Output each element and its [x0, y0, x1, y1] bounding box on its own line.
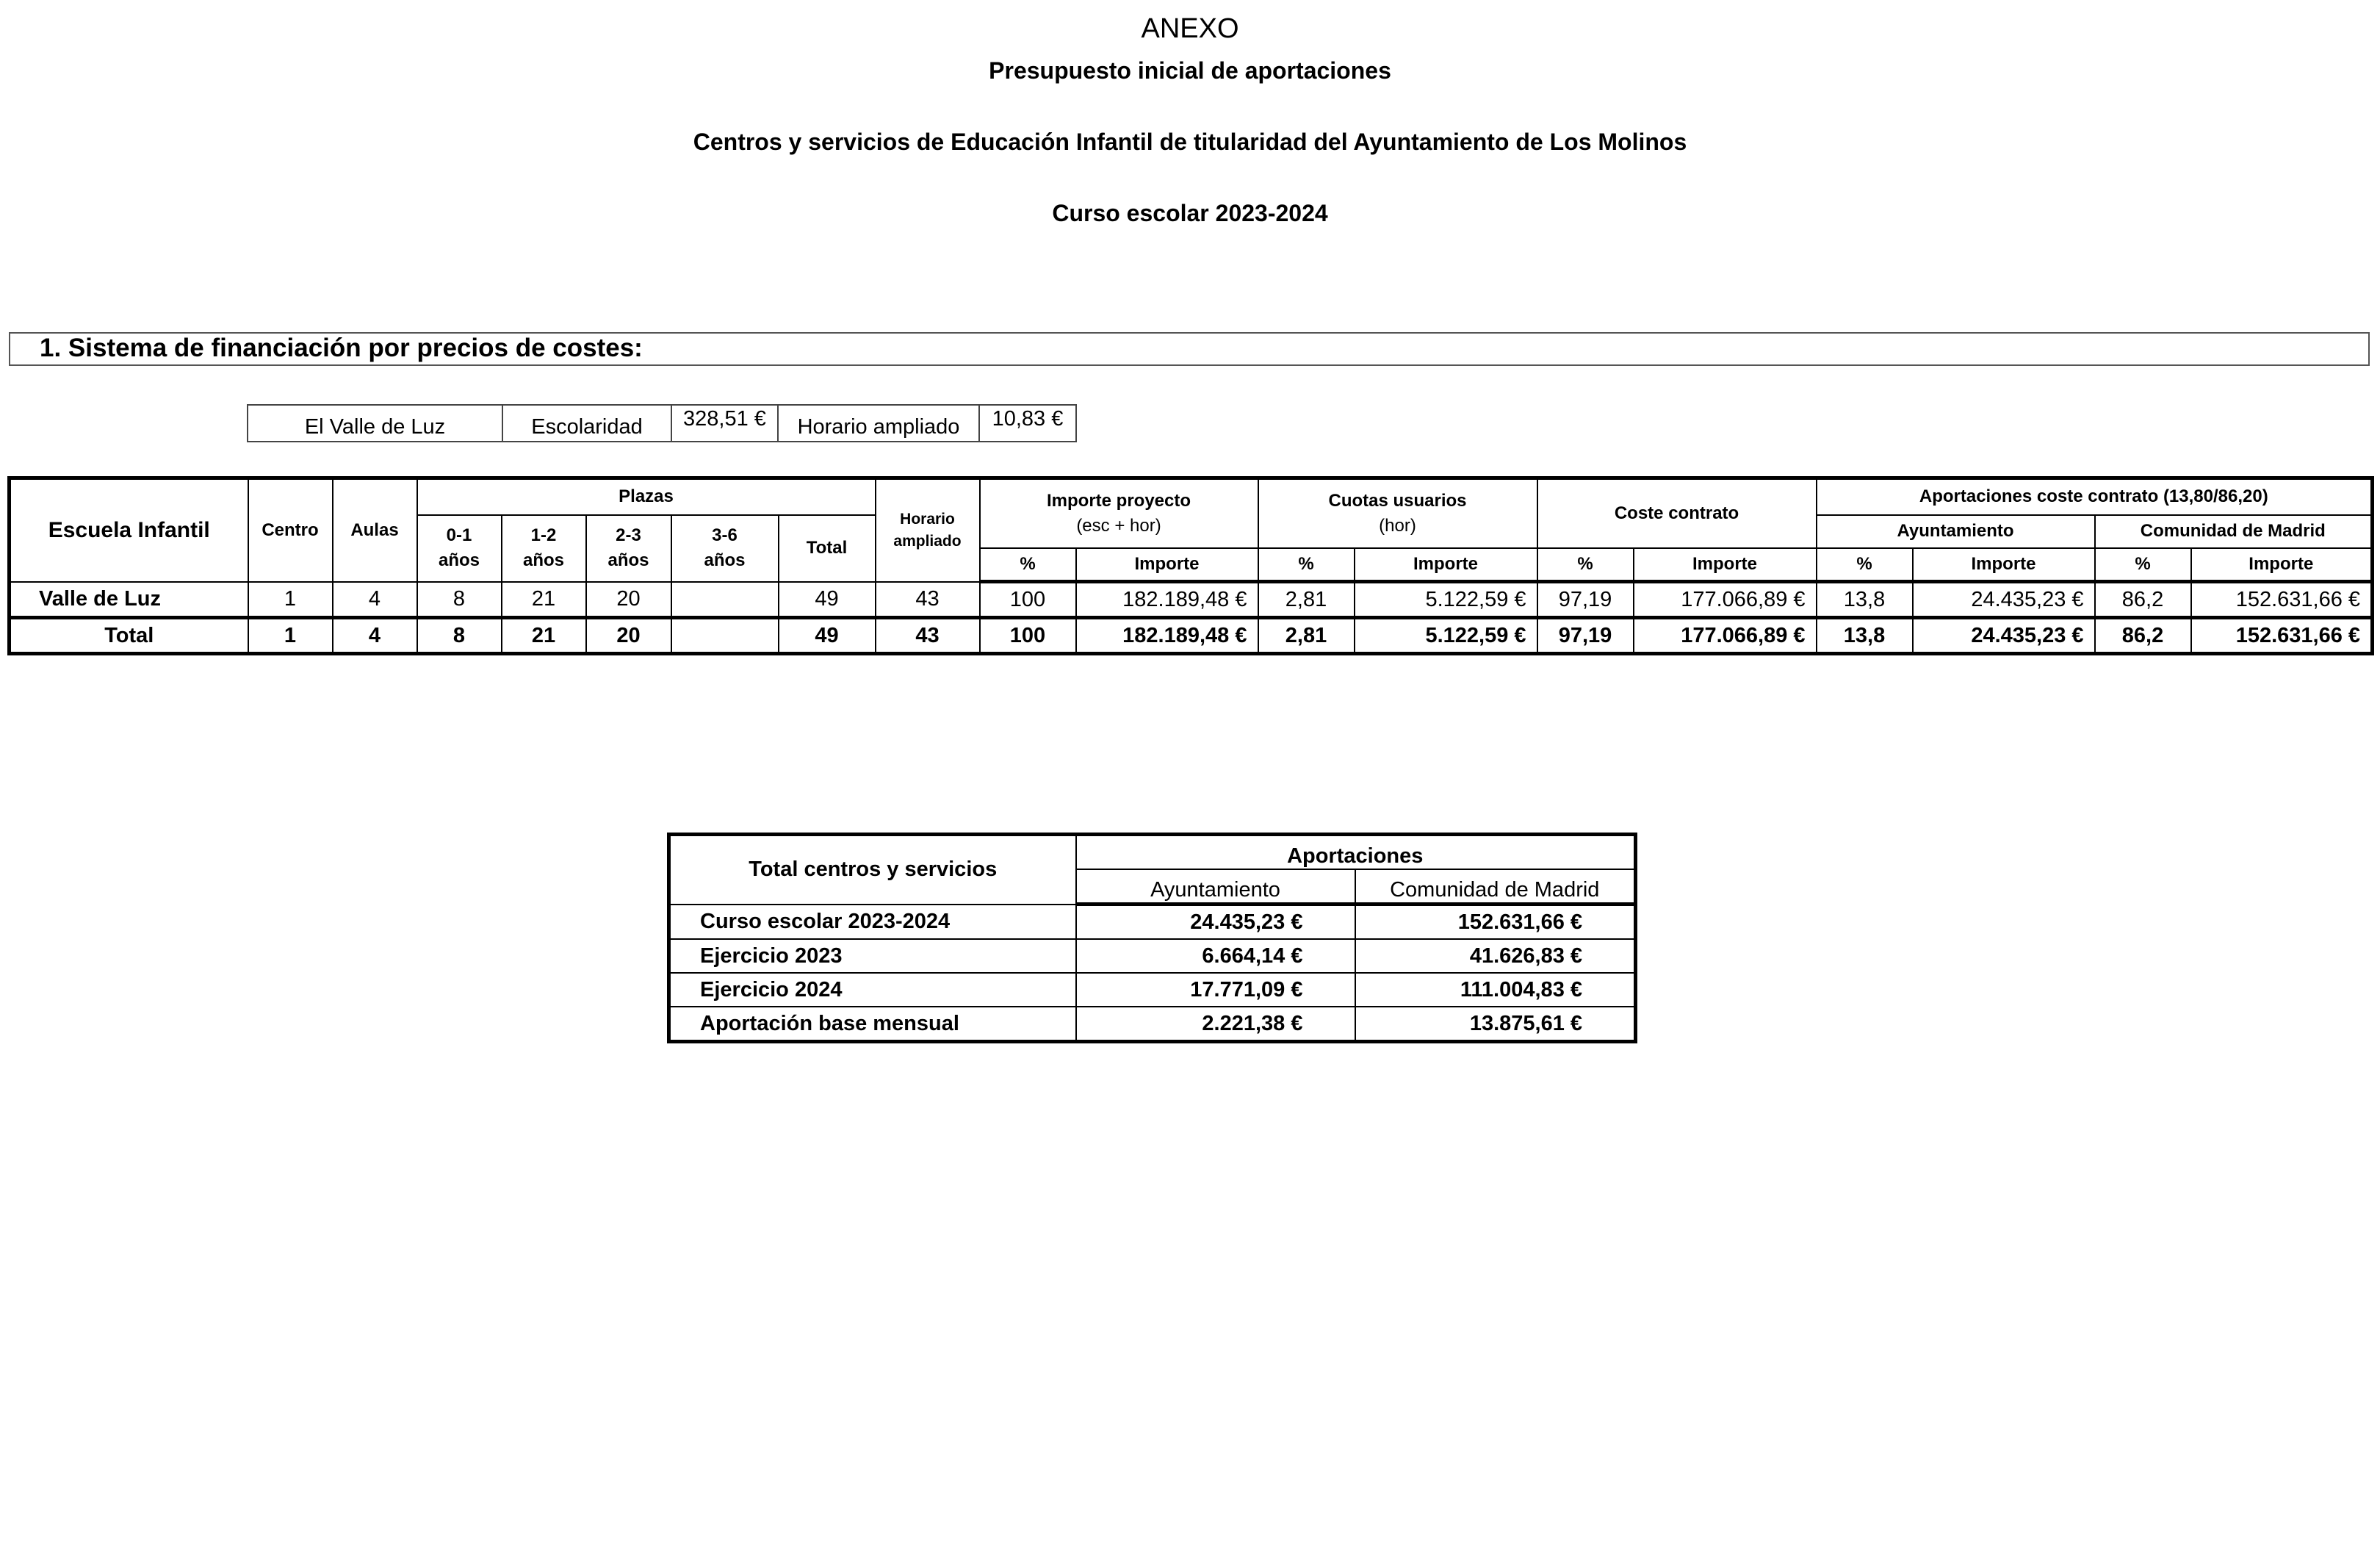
- rates-school: El Valle de Luz: [248, 405, 502, 442]
- header-council-amt: Importe: [1913, 548, 2095, 582]
- header-age-0-1: [417, 515, 502, 582]
- header-age-0-1-range: 0-1: [446, 525, 472, 545]
- summary-label-header: Total centros y servicios: [669, 835, 1076, 905]
- summary-row-label: Ejercicio 2024: [669, 973, 1076, 1007]
- total-label: Total: [10, 618, 248, 654]
- header-cost-pct: %: [1537, 548, 1634, 582]
- header-community-amt: Importe: [2191, 548, 2373, 582]
- header-center: Centro: [248, 478, 333, 582]
- header-community: Comunidad de Madrid: [2095, 515, 2373, 548]
- row-extended: 43: [876, 582, 980, 618]
- header-extended: [876, 478, 980, 582]
- section-1-title: 1. Sistema de financiación por precios de costes:: [40, 334, 643, 362]
- header-age-1-2-years: años: [522, 550, 564, 570]
- header-age-1-2: [502, 515, 586, 582]
- row-classrooms: 4: [333, 582, 417, 618]
- rates-schooling-label: Escolaridad: [502, 405, 671, 442]
- header-fees-amt: Importe: [1355, 548, 1537, 582]
- total-council-pct: 13,8: [1817, 618, 1913, 654]
- row-p36: [671, 582, 779, 618]
- summary-row-council: 2.221,38 €: [1076, 1007, 1355, 1042]
- row-p23: 20: [586, 582, 671, 618]
- row-community-amt: 152.631,66 €: [2191, 582, 2373, 618]
- total-community-pct: 86,2: [2095, 618, 2191, 654]
- row-fees-pct: 2,81: [1258, 582, 1355, 618]
- header-user-fees-label: Cuotas usuarios: [1328, 490, 1467, 511]
- document-subtitle: Presupuesto inicial de aportaciones: [989, 57, 1391, 84]
- row-council-amt: 24.435,23 €: [1913, 582, 2095, 618]
- header-user-fees-sub: (hor): [1379, 515, 1416, 536]
- total-fees-amt: 5.122,59 €: [1355, 618, 1537, 654]
- total-classrooms: 4: [333, 618, 417, 654]
- row-center: 1: [248, 582, 333, 618]
- row-council-pct: 13,8: [1817, 582, 1913, 618]
- header-age-3-6-range: 3-6: [712, 525, 738, 545]
- header-age-2-3: [586, 515, 671, 582]
- summary-row: [669, 1007, 1636, 1042]
- row-proj-amt: 182.189,48 €: [1076, 582, 1258, 618]
- header-classrooms: Aulas: [333, 478, 417, 582]
- header-contract-cost: Coste contrato: [1537, 478, 1817, 548]
- total-fees-pct: 2,81: [1258, 618, 1355, 654]
- summary-row-council: 6.664,14 €: [1076, 939, 1355, 973]
- table-total-row: [10, 618, 2373, 654]
- total-p36: [671, 618, 779, 654]
- total-proj-amt: 182.189,48 €: [1076, 618, 1258, 654]
- header-extended-line2: ampliado: [893, 532, 962, 550]
- header-age-3-6: [671, 515, 779, 582]
- summary-row: [669, 939, 1636, 973]
- row-community-pct: 86,2: [2095, 582, 2191, 618]
- total-cost-pct: 97,19: [1537, 618, 1634, 654]
- summary-row-label: Aportación base mensual: [669, 1007, 1076, 1042]
- header-age-2-3-range: 2-3: [616, 525, 641, 545]
- total-p01: 8: [417, 618, 502, 654]
- header-fees-pct: %: [1258, 548, 1355, 582]
- total-proj-pct: 100: [980, 618, 1076, 654]
- row-cost-amt: 177.066,89 €: [1634, 582, 1817, 618]
- row-p12: 21: [502, 582, 586, 618]
- total-extended: 43: [876, 618, 980, 654]
- centers-title: Centros y servicios de Educación Infantil de titularidad del Ayuntamiento de Los Molinos: [693, 129, 1687, 155]
- header-age-3-6-years: años: [704, 550, 746, 570]
- summary-council-header: Ayuntamiento: [1076, 869, 1355, 905]
- summary-row: [669, 973, 1636, 1007]
- section-1-header: [9, 332, 2370, 366]
- rates-extended-label: Horario ampliado: [778, 405, 979, 442]
- header-project-amount-label: Importe proyecto: [1046, 490, 1191, 511]
- header-community-pct: %: [2095, 548, 2191, 582]
- header-project-amount: [980, 478, 1258, 548]
- row-school: Valle de Luz: [10, 582, 248, 618]
- main-financing-table: [7, 476, 2374, 655]
- header-age-0-1-years: años: [438, 550, 480, 570]
- rates-extended-value: 10,83 €: [979, 405, 1076, 442]
- header-places: Plazas: [417, 478, 876, 515]
- total-p12: 21: [502, 618, 586, 654]
- summary-community-header: Comunidad de Madrid: [1355, 869, 1636, 905]
- header-council-pct: %: [1817, 548, 1913, 582]
- summary-row-label: Ejercicio 2023: [669, 939, 1076, 973]
- header-user-fees: [1258, 478, 1537, 548]
- summary-row-community: 111.004,83 €: [1355, 973, 1636, 1007]
- row-fees-amt: 5.122,59 €: [1355, 582, 1537, 618]
- summary-row-community: 13.875,61 €: [1355, 1007, 1636, 1042]
- header-council: Ayuntamiento: [1817, 515, 2095, 548]
- header-contributions: Aportaciones coste contrato (13,80/86,20): [1817, 478, 2373, 515]
- summary-row-community: 41.626,83 €: [1355, 939, 1636, 973]
- row-total: 49: [779, 582, 876, 618]
- total-total: 49: [779, 618, 876, 654]
- header-places-total: Total: [779, 515, 876, 582]
- summary-row-council: 24.435,23 €: [1076, 905, 1355, 940]
- header-age-1-2-range: 1-2: [530, 525, 557, 545]
- rates-table: [247, 404, 1077, 442]
- school-year-title: Curso escolar 2023-2024: [1052, 200, 1328, 226]
- total-center: 1: [248, 618, 333, 654]
- total-cost-amt: 177.066,89 €: [1634, 618, 1817, 654]
- rates-schooling-value: 328,51 €: [671, 405, 778, 442]
- total-community-amt: 152.631,66 €: [2191, 618, 2373, 654]
- total-council-amt: 24.435,23 €: [1913, 618, 2095, 654]
- total-p23: 20: [586, 618, 671, 654]
- header-cost-amt: Importe: [1634, 548, 1817, 582]
- table-row: [10, 582, 2373, 618]
- summary-table: [667, 833, 1637, 1043]
- header-extended-line1: Horario: [900, 510, 955, 528]
- row-proj-pct: 100: [980, 582, 1076, 618]
- summary-row-label: Curso escolar 2023-2024: [669, 905, 1076, 940]
- header-age-2-3-years: años: [607, 550, 649, 570]
- summary-row-council: 17.771,09 €: [1076, 973, 1355, 1007]
- summary-row: [669, 905, 1636, 940]
- annex-title: ANEXO: [1141, 13, 1239, 44]
- summary-contributions-header: Aportaciones: [1076, 835, 1636, 870]
- summary-row-community: 152.631,66 €: [1355, 905, 1636, 940]
- row-p01: 8: [417, 582, 502, 618]
- header-project-amount-sub: (esc + hor): [1076, 515, 1161, 536]
- header-project-pct: %: [980, 548, 1076, 582]
- row-cost-pct: 97,19: [1537, 582, 1634, 618]
- header-project-amt: Importe: [1076, 548, 1258, 582]
- header-school: Escuela Infantil: [10, 478, 248, 582]
